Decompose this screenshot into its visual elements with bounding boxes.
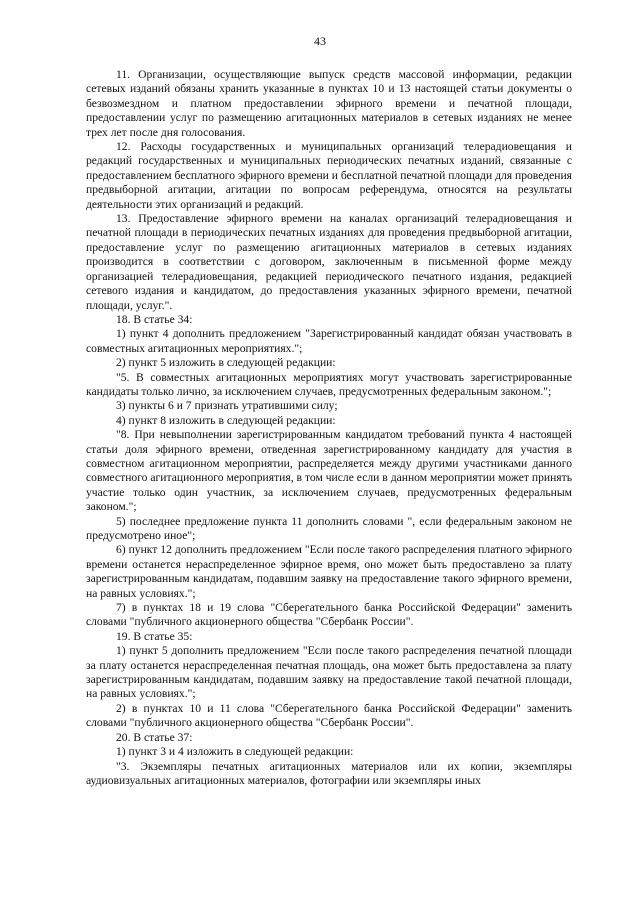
paragraph-article-37-item-1: 1) пункт 3 и 4 изложить в следующей редакции: bbox=[116, 745, 354, 759]
paragraph-article-34-item-3: 3) пункты 6 и 7 признать утратившими силу; bbox=[116, 399, 338, 413]
paragraph-article-34-item-6: 6) пункт 12 дополнить предложением "Если после такого распределения платного эфирного времени останется нераспределенное эфирное время, оно может быть предоставлено за плату зарегистрированным кандидатам, подавшим заявку на предоставление такого эфирного времени, на равных условиях."; bbox=[86, 543, 572, 600]
paragraph-article-34-heading: 18. В статье 34: bbox=[116, 312, 193, 326]
document-body bbox=[86, 68, 572, 788]
paragraph-article-34-item-4: 4) пункт 8 изложить в следующей редакции: bbox=[116, 413, 336, 427]
paragraph-article-34-point-8: "8. При невыполнении зарегистрированным кандидатом требований пункта 4 настоящей статьи доля эфирного времени, отведенная зарегистрированному кандидату для участия в совместном агитационном мероприятии, распределяется между другими участниками данного совместного агитационного мероприятия, в том числе если в данном мероприятии может принять участие только один участник, за исключением случаев, предусмотренных федеральным законом."; bbox=[86, 428, 572, 514]
paragraph-article-34-item-7: 7) в пунктах 18 и 19 слова "Сберегательного банка Российской Федерации" заменить словами "публичного акционерного общества "Сбербанк России". bbox=[86, 601, 572, 629]
paragraph-article-37-point-3: "3. Экземпляры печатных агитационных материалов или их копии, экземпляры аудиовизуальных агитационных материалов, фотографии или экземпляры иных bbox=[86, 759, 572, 787]
paragraph-article-35-item-2: 2) в пунктах 10 и 11 слова "Сберегательного банка Российской Федерации" заменить словами "публичного акционерного общества "Сбербанк России". bbox=[86, 701, 572, 730]
paragraph-article-34-item-1: 1) пункт 4 дополнить предложением "Зарегистрированный кандидат обязан участвовать в совместных агитационных мероприятиях."; bbox=[86, 327, 572, 355]
paragraph-article-34-item-5: 5) последнее предложение пункта 11 дополнить словами ", если федеральным законом не предусмотрено иное"; bbox=[86, 514, 572, 542]
paragraph-article-37-heading: 20. В статье 37: bbox=[116, 730, 193, 744]
paragraph-article-35-item-1: 1) пункт 5 дополнить предложением "Если после такого распределения печатной площади за плату останется нераспределенная печатная площадь, она может быть предоставлена за плату зарегистрированным кандидатам, подавшим заявку на предоставление такой печатной площади, на равных условиях."; bbox=[86, 644, 572, 701]
paragraph-article-35-heading: 19. В статье 35: bbox=[116, 629, 193, 643]
paragraph-article-34-point-5: "5. В совместных агитационных мероприятиях могут участвовать зарегистрированные кандидаты только лично, за исключением случаев, предусмотренных федеральным законом."; bbox=[86, 370, 572, 398]
paragraph-11-media-organizations: 11. Организации, осуществляющие выпуск средств массовой информации, редакции сетевых изданий обязаны хранить указанные в пунктах 10 и 13 настоящей статьи документы о безвозмездном и платном предоставлении эфирного времени и печатной площади, предоставлении услуг по размещению агитационных материалов в сетевых изданиях не менее трех лет после дня голосования. bbox=[86, 68, 572, 139]
paragraph-13-airtime-provision: 13. Предоставление эфирного времени на каналах организаций телерадиовещания и печатной площади в периодических печатных изданиях для проведения предвыборной агитации, предоставление услуг по размещению агитационных материалов в сетевых изданиях производится в соответствии с договором, заключенным в письменной форме между организацией телерадиовещания, редакцией периодического печатного издания, редакцией сетевого издания и кандидатом, до предоставления указанных эфирного времени, печатной площади, услуг.". bbox=[86, 212, 572, 312]
page-number: 43 bbox=[314, 34, 326, 48]
paragraph-12-expenses: 12. Расходы государственных и муниципальных организаций телерадиовещания и редакций государственных и муниципальных периодических печатных изданий, связанные с предоставлением бесплатного эфирного времени и бесплатной печатной площади для проведения предвыборной агитации, агитации по вопросам референдума, относятся на результаты деятельности этих организаций и редакций. bbox=[86, 140, 572, 211]
paragraph-article-34-item-2: 2) пункт 5 изложить в следующей редакции: bbox=[116, 356, 336, 370]
